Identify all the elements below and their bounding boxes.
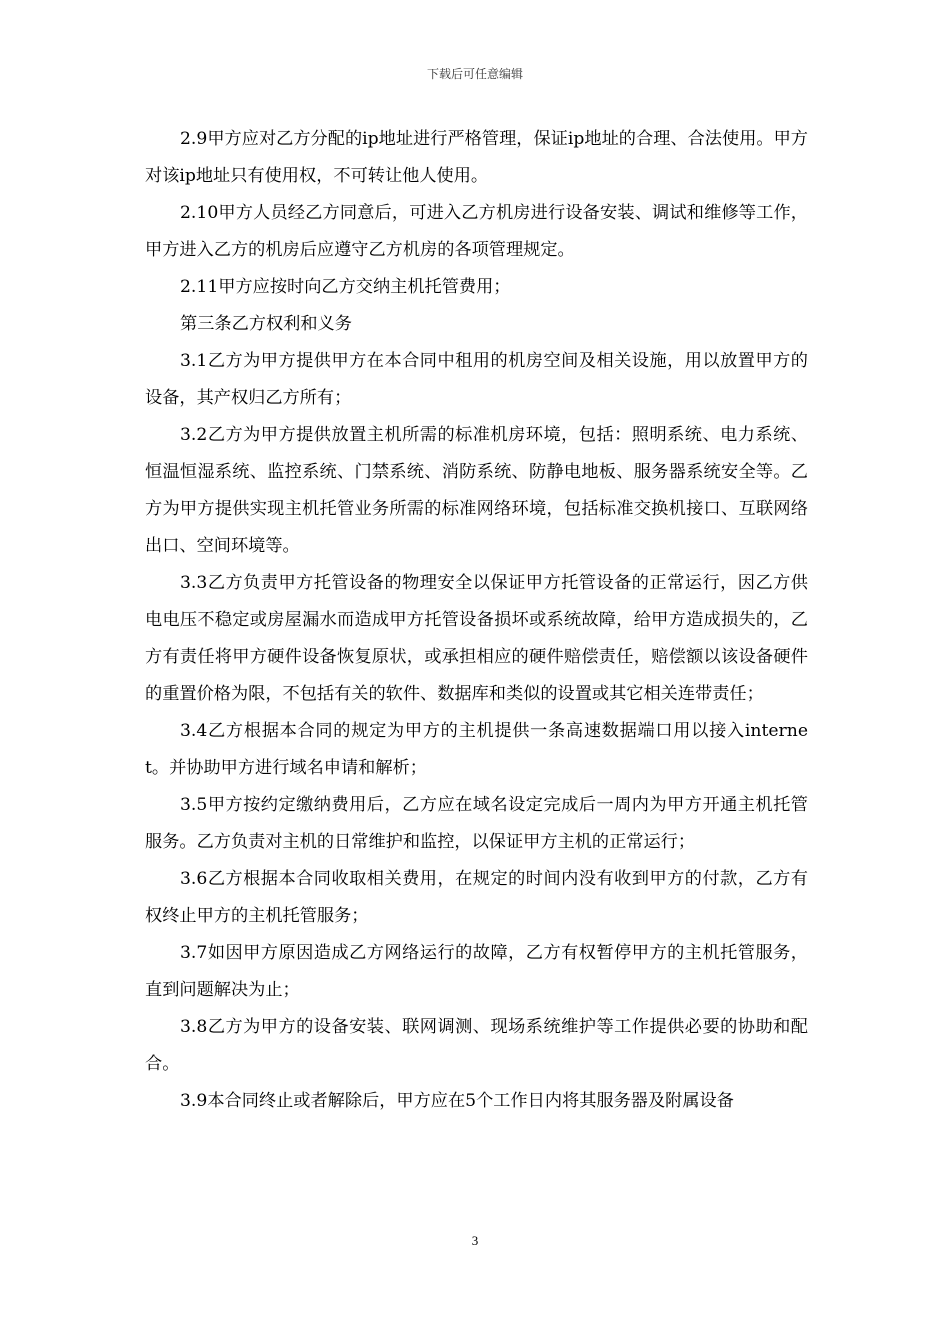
clause-2-9: 2.9甲方应对乙方分配的ip地址进行严格管理，保证ip地址的合理、合法使用。甲方对该ip地址只有使用权，不可转让他人使用。 xyxy=(145,129,808,186)
clause-3-6: 3.6乙方根据本合同收取相关费用，在规定的时间内没有收到甲方的付款，乙方有权终止甲方的主机托管服务； xyxy=(145,869,808,926)
section-heading-article-3: 第三条乙方权利和义务 xyxy=(180,314,352,334)
page-number: 3 xyxy=(471,1233,479,1248)
page-header: 下载后可任意编辑 xyxy=(426,67,523,81)
clause-3-9: 3.9本合同终止或者解除后，甲方应在5个工作日内将其服务器及附属设备 xyxy=(180,1091,734,1111)
clause-3-3: 3.3乙方负责甲方托管设备的物理安全以保证甲方托管设备的正常运行，因乙方供电电压不稳定或房屋漏水而造成甲方托管设备损坏或系统故障，给甲方造成损失的，乙方有责任将甲方硬件设备恢复原状，或承担相应的硬件赔偿责任，赔偿额以该设备硬件的重置价格为限，不包括有关的软件、数据库和类似的设置或其它相关连带责任； xyxy=(145,573,808,704)
clause-3-2: 3.2乙方为甲方提供放置主机所需的标准机房环境，包括：照明系统、电力系统、恒温恒湿系统、监控系统、门禁系统、消防系统、防静电地板、服务器系统安全等。乙方为甲方提供实现主机托管业务所需的标准网络环境，包括标准交换机接口、互联网络出口、空间环境等。 xyxy=(145,425,808,556)
document-body xyxy=(145,121,808,1120)
clause-2-11: 2.11甲方应按时向乙方交纳主机托管费用； xyxy=(180,277,511,297)
clause-3-8: 3.8乙方为甲方的设备安装、联网调测、现场系统维护等工作提供必要的协助和配合。 xyxy=(145,1017,808,1074)
clause-3-5: 3.5甲方按约定缴纳费用后，乙方应在域名设定完成后一周内为甲方开通主机托管服务。乙方负责对主机的日常维护和监控，以保证甲方主机的正常运行； xyxy=(145,795,808,852)
clause-3-4: 3.4乙方根据本合同的规定为甲方的主机提供一条高速数据端口用以接入internet。并协助甲方进行域名申请和解析； xyxy=(145,721,808,778)
clause-2-10: 2.10甲方人员经乙方同意后，可进入乙方机房进行设备安装、调试和维修等工作，甲方进入乙方的机房后应遵守乙方机房的各项管理规定。 xyxy=(145,203,808,260)
clause-3-7: 3.7如因甲方原因造成乙方网络运行的故障，乙方有权暂停甲方的主机托管服务，直到问题解决为止； xyxy=(145,943,808,1000)
clause-3-1: 3.1乙方为甲方提供甲方在本合同中租用的机房空间及相关设施，用以放置甲方的设备，其产权归乙方所有； xyxy=(145,351,808,408)
